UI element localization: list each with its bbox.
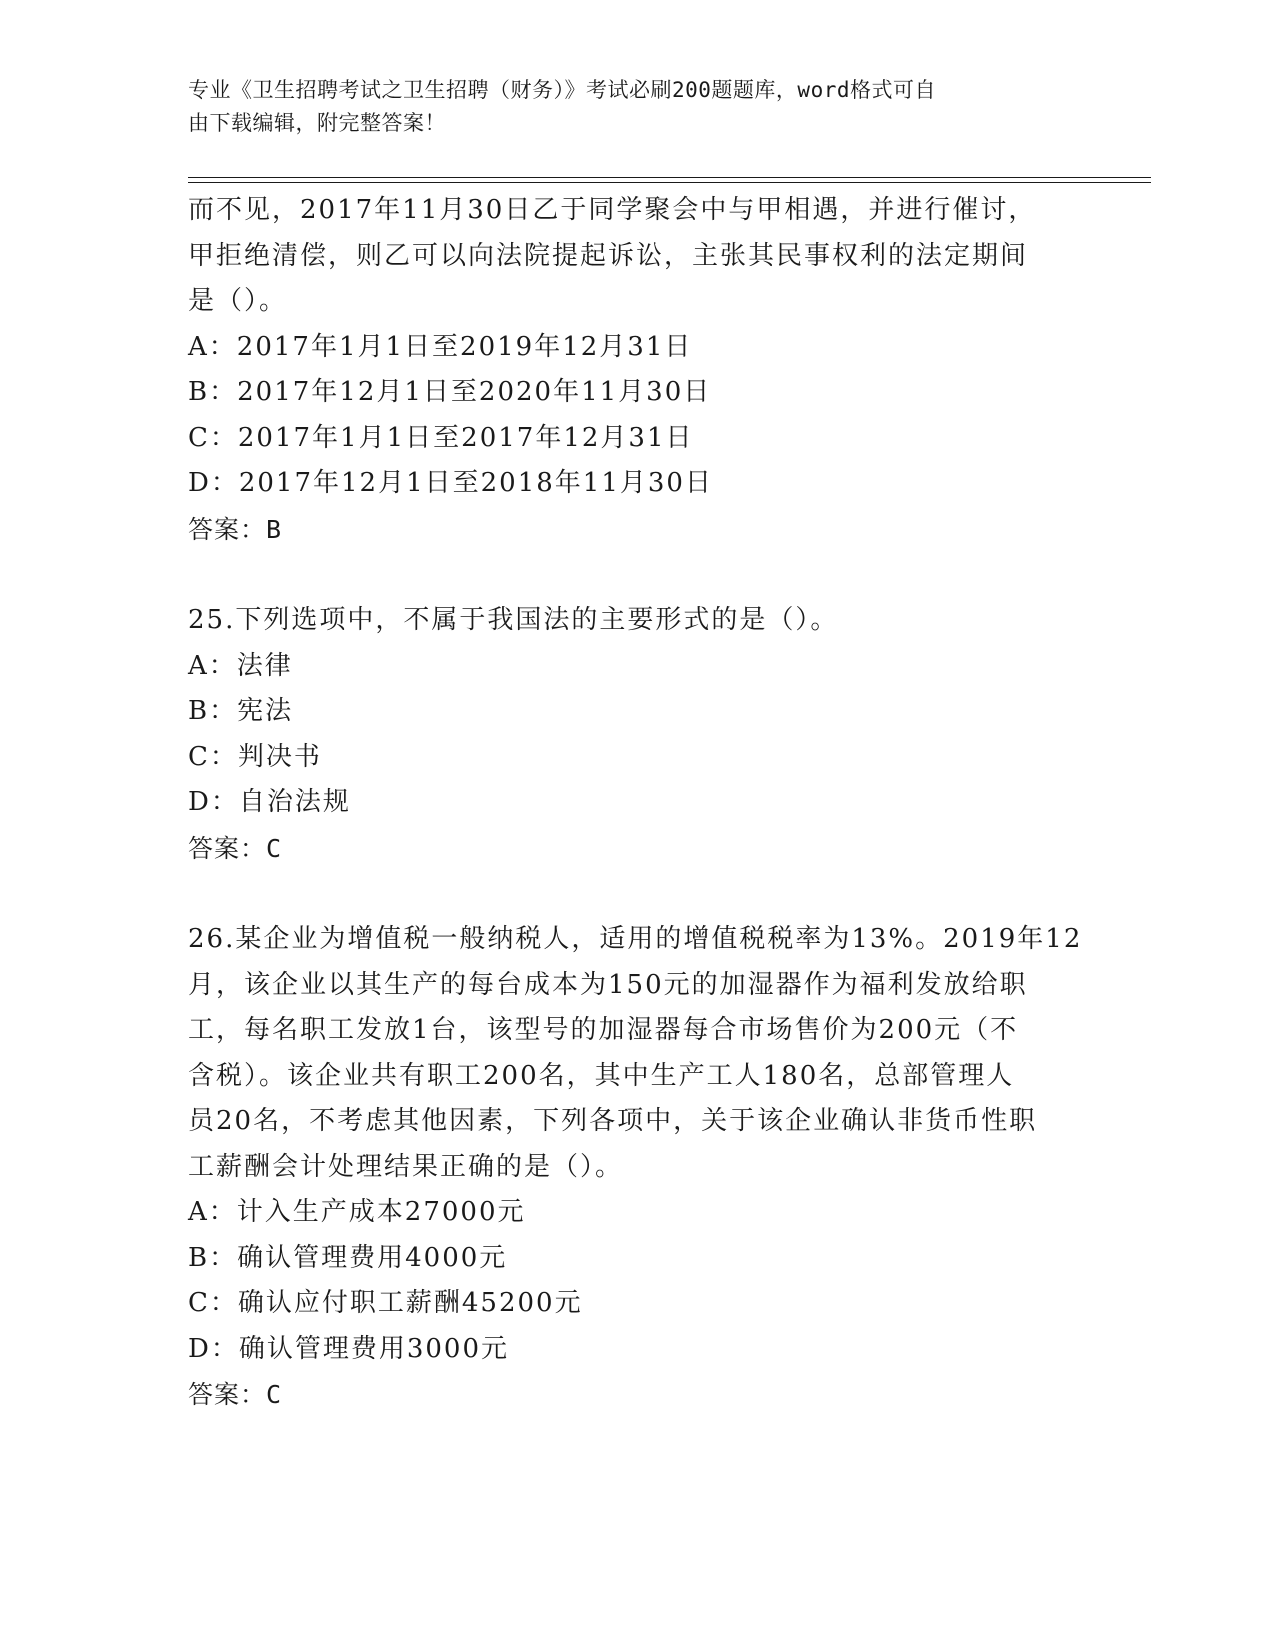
question-stem-line: 甲拒绝清偿，则乙可以向法院提起诉讼，主张其民事权利的法定期间 (188, 240, 1029, 271)
option-a: A：法律 (188, 650, 293, 681)
option-d: D：确认管理费用3000元 (188, 1333, 510, 1364)
option-b: B：2017年12月1日至2020年11月30日 (188, 377, 712, 407)
question-stem-line: 而不见，2017年11月30日乙于同学聚会中与甲相遇，并进行催讨， (188, 195, 1037, 225)
answer-line: 答案：C (188, 1380, 283, 1409)
question-stem-line: 员20名，不考虑其他因素，下列各项中，关于该企业确认非货币性职 (188, 1106, 1038, 1136)
header-divider-bottom (188, 182, 1151, 183)
question-stem-line: 26.某企业为增值税一般纳税人，适用的增值税税率为13%。2019年12 (188, 924, 1083, 954)
question-stem-line: 25.下列选项中，不属于我国法的主要形式的是（）。 (188, 605, 839, 635)
question-stem-line: 月，该企业以其生产的每台成本为150元的加湿器作为福利发放给职 (188, 969, 1028, 1000)
question-24 (188, 188, 1088, 552)
option-c: C：确认应付职工薪酬45200元 (188, 1288, 583, 1318)
option-a: A：计入生产成本27000元 (188, 1197, 526, 1227)
question-stem-line: 工，每名职工发放1台，该型号的加湿器每合市场售价为200元（不 (188, 1015, 1019, 1045)
question-25 (188, 598, 1088, 871)
option-d: D：自治法规 (188, 787, 351, 817)
question-spacer (188, 552, 1088, 598)
option-d: D：2017年12月1日至2018年11月30日 (188, 468, 713, 498)
question-stem-line: 含税）。该企业共有职工200名，其中生产工人180名，总部管理人 (188, 1060, 1015, 1091)
question-spacer (188, 871, 1088, 917)
option-b: B：确认管理费用4000元 (188, 1242, 508, 1273)
header-divider-top (188, 177, 1151, 178)
answer-line: 答案：B (188, 514, 283, 544)
document-header (188, 74, 1068, 140)
header-title-line-1: 专业《卫生招聘考试之卫生招聘（财务）》考试必刷200题题库，word格式可自 (188, 78, 936, 102)
question-stem-line: 是（）。 (188, 286, 288, 316)
option-a: A：2017年1月1日至2019年12月31日 (188, 331, 693, 362)
question-26 (188, 917, 1088, 1418)
document-body (188, 188, 1088, 1418)
option-c: C：判决书 (188, 741, 322, 772)
answer-line: 答案：C (188, 833, 283, 863)
header-title-line-2: 由下载编辑，附完整答案！ (188, 111, 446, 135)
option-b: B：宪法 (188, 696, 294, 726)
option-c: C：2017年1月1日至2017年12月31日 (188, 422, 694, 453)
question-stem-line: 工薪酬会计处理结果正确的是（）。 (188, 1151, 624, 1182)
